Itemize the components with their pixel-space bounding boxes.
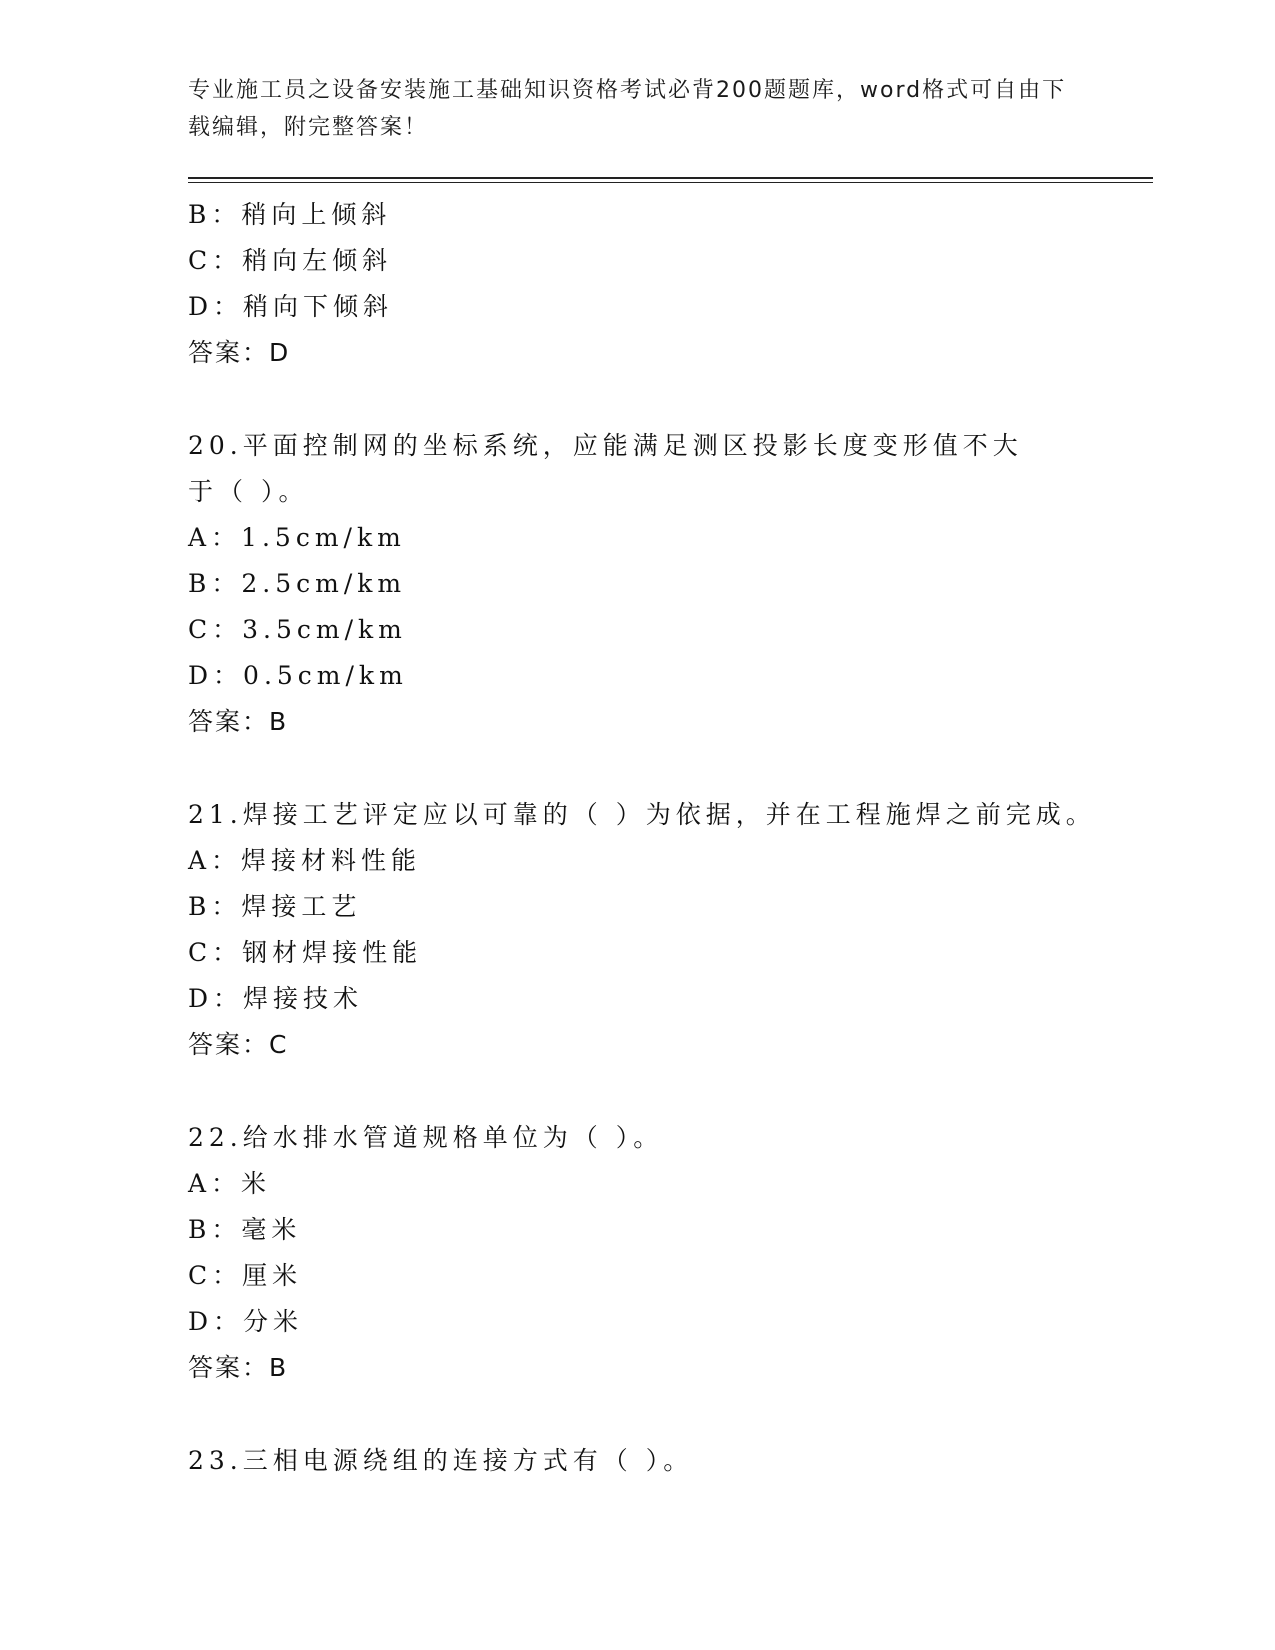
answer-line: 答案：C [188,1030,289,1059]
option-a: A：焊接材料性能 [188,846,422,875]
option-b: B：稍向上倾斜 [188,200,392,229]
question-22-block [188,1115,1068,1391]
option-a: A：米 [188,1169,272,1198]
option-d: D：分米 [188,1307,304,1336]
answer-line: 答案：D [188,338,291,367]
question-21-block [188,792,1096,1068]
option-c: C：厘米 [188,1261,303,1290]
option-c: C：3.5cm/km [188,615,407,644]
question-20-block [188,423,1068,745]
option-b: B：2.5cm/km [188,569,407,598]
question-19-block [188,192,1068,376]
option-b: B：毫米 [188,1215,302,1244]
question-23-block [188,1438,1068,1484]
option-d: D：焊接技术 [188,984,364,1013]
question-text: 22.给水排水管道规格单位为（ ）。 [188,1123,664,1152]
option-a: A：1.5cm/km [188,523,406,552]
option-c: C：钢材焊接性能 [188,938,423,967]
question-text: 20.平面控制网的坐标系统，应能满足测区投影长度变形值不大于（ ）。 [188,431,1023,506]
option-d: D：稍向下倾斜 [188,292,394,321]
answer-line: 答案：B [188,707,289,736]
option-c: C：稍向左倾斜 [188,246,393,275]
question-list [188,192,1096,1484]
option-d: D：0.5cm/km [188,661,408,690]
question-text: 23.三相电源绕组的连接方式有（ ）。 [188,1446,694,1475]
question-text: 21.焊接工艺评定应以可靠的（ ）为依据，并在工程施焊之前完成。 [188,800,1096,829]
option-b: B：焊接工艺 [188,892,362,921]
answer-line: 答案：B [188,1353,289,1382]
header-divider [188,177,1153,179]
header-divider-thin [188,182,1153,183]
document-header: 专业施工员之设备安装施工基础知识资格考试必背200题题库，word格式可自由下载编辑，附完整答案！ [188,78,1067,140]
